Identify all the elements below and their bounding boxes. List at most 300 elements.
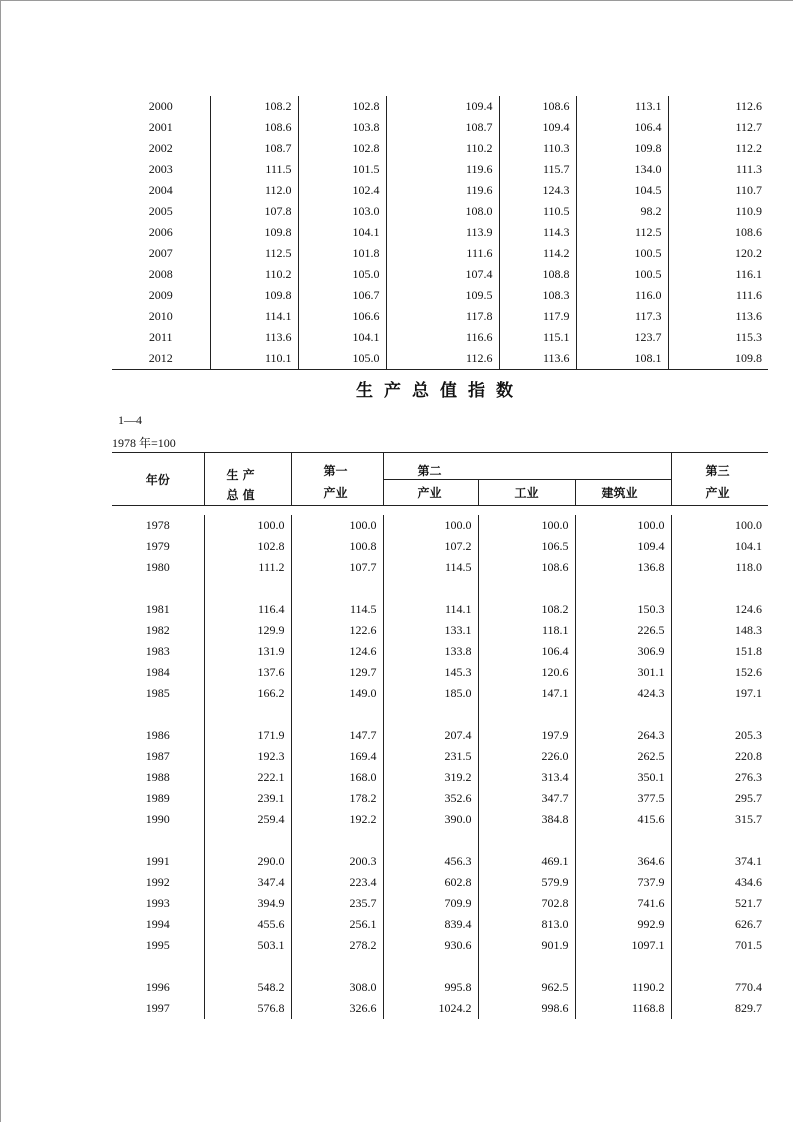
table-row <box>112 620 768 641</box>
value-cell: 106.5 <box>478 536 575 557</box>
table-row <box>112 201 768 222</box>
spacer-cell <box>112 704 204 725</box>
table-row <box>112 536 768 557</box>
value-cell: 112.7 <box>668 117 768 138</box>
value-cell: 100.5 <box>576 264 668 285</box>
value-cell: 119.6 <box>386 180 499 201</box>
value-cell: 106.6 <box>298 306 386 327</box>
value-cell: 222.1 <box>204 767 291 788</box>
continued-index-table <box>112 96 768 370</box>
value-cell: 579.9 <box>478 872 575 893</box>
header-tertiary-line1: 第三 <box>671 453 768 480</box>
value-cell: 133.8 <box>383 641 478 662</box>
year-cell: 2011 <box>148 330 173 344</box>
spacer-cell <box>383 830 478 851</box>
value-cell: 114.1 <box>383 599 478 620</box>
value-cell: 104.5 <box>576 180 668 201</box>
table-row <box>112 914 768 935</box>
value-cell: 108.6 <box>668 222 768 243</box>
value-cell: 319.2 <box>383 767 478 788</box>
value-cell: 995.8 <box>383 977 478 998</box>
header-primary-line2: 产业 <box>291 479 383 506</box>
value-cell: 106.7 <box>298 285 386 306</box>
value-cell: 455.6 <box>204 914 291 935</box>
value-cell: 102.4 <box>298 180 386 201</box>
value-cell: 168.0 <box>291 767 383 788</box>
year-cell: 2004 <box>148 183 173 197</box>
value-cell: 626.7 <box>671 914 768 935</box>
year-cell: 1978 <box>145 518 170 532</box>
value-cell: 108.8 <box>499 264 576 285</box>
table-row <box>112 180 768 201</box>
year-cell: 2006 <box>148 225 173 239</box>
year-cell: 2001 <box>148 120 173 134</box>
value-cell: 220.8 <box>671 746 768 767</box>
value-cell: 262.5 <box>575 746 671 767</box>
value-cell: 114.5 <box>383 557 478 578</box>
header-secondary-line1: 第二 <box>383 453 671 480</box>
value-cell: 124.6 <box>291 641 383 662</box>
value-cell: 166.2 <box>204 683 291 704</box>
spacer-cell <box>383 704 478 725</box>
value-cell: 109.8 <box>210 285 298 306</box>
value-cell: 424.3 <box>575 683 671 704</box>
value-cell: 469.1 <box>478 851 575 872</box>
value-cell: 315.7 <box>671 809 768 830</box>
value-cell: 115.1 <box>499 327 576 348</box>
spacer-cell <box>478 704 575 725</box>
value-cell: 111.6 <box>668 285 768 306</box>
year-cell: 1996 <box>145 980 170 994</box>
value-cell: 930.6 <box>383 935 478 956</box>
table-row <box>112 222 768 243</box>
value-cell: 104.1 <box>671 536 768 557</box>
value-cell: 114.3 <box>499 222 576 243</box>
value-cell: 290.0 <box>204 851 291 872</box>
value-cell: 111.3 <box>668 159 768 180</box>
spacer-cell <box>575 830 671 851</box>
value-cell: 178.2 <box>291 788 383 809</box>
table-row <box>112 746 768 767</box>
value-cell: 364.6 <box>575 851 671 872</box>
value-cell: 901.9 <box>478 935 575 956</box>
value-cell: 109.8 <box>668 348 768 370</box>
value-cell: 108.7 <box>386 117 499 138</box>
value-cell: 137.6 <box>204 662 291 683</box>
table-row <box>112 348 768 370</box>
value-cell: 129.9 <box>204 620 291 641</box>
value-cell: 197.9 <box>478 725 575 746</box>
value-cell: 192.3 <box>204 746 291 767</box>
table-row <box>112 557 768 578</box>
value-cell: 100.0 <box>671 515 768 536</box>
value-cell: 116.6 <box>386 327 499 348</box>
table-row <box>112 96 768 117</box>
value-cell: 306.9 <box>575 641 671 662</box>
value-cell: 992.9 <box>575 914 671 935</box>
year-cell: 1981 <box>145 602 170 616</box>
spacer-cell <box>671 578 768 599</box>
value-cell: 205.3 <box>671 725 768 746</box>
value-cell: 106.4 <box>478 641 575 662</box>
year-cell: 1993 <box>145 896 170 910</box>
value-cell: 223.4 <box>291 872 383 893</box>
year-cell: 1988 <box>145 770 170 784</box>
spacer-cell <box>112 578 204 599</box>
spacer-cell <box>204 830 291 851</box>
value-cell: 108.0 <box>386 201 499 222</box>
value-cell: 147.7 <box>291 725 383 746</box>
value-cell: 521.7 <box>671 893 768 914</box>
year-cell: 1986 <box>145 728 170 742</box>
value-cell: 702.8 <box>478 893 575 914</box>
spacer-cell <box>383 956 478 977</box>
value-cell: 104.1 <box>298 327 386 348</box>
year-cell: 2002 <box>148 141 173 155</box>
value-cell: 113.6 <box>668 306 768 327</box>
value-cell: 110.2 <box>386 138 499 159</box>
spacer-cell <box>575 956 671 977</box>
value-cell: 112.6 <box>386 348 499 370</box>
year-cell: 2008 <box>148 267 173 281</box>
value-cell: 278.2 <box>291 935 383 956</box>
value-cell: 264.3 <box>575 725 671 746</box>
value-cell: 111.2 <box>204 557 291 578</box>
table-row <box>112 767 768 788</box>
value-cell: 123.7 <box>576 327 668 348</box>
value-cell: 117.9 <box>499 306 576 327</box>
value-cell: 112.5 <box>576 222 668 243</box>
year-cell: 1987 <box>145 749 170 763</box>
header-construction: 建筑业 <box>575 479 671 506</box>
value-cell: 1024.2 <box>383 998 478 1019</box>
value-cell: 98.2 <box>576 201 668 222</box>
value-cell: 108.2 <box>210 96 298 117</box>
year-cell: 2010 <box>148 309 173 323</box>
spacer-cell <box>112 956 204 977</box>
year-cell: 2000 <box>148 99 173 113</box>
year-cell: 1990 <box>145 812 170 826</box>
value-cell: 226.0 <box>478 746 575 767</box>
value-cell: 1097.1 <box>575 935 671 956</box>
value-cell: 105.0 <box>298 264 386 285</box>
value-cell: 352.6 <box>383 788 478 809</box>
year-cell: 1983 <box>145 644 170 658</box>
value-cell: 114.5 <box>291 599 383 620</box>
value-cell: 169.4 <box>291 746 383 767</box>
value-cell: 1190.2 <box>575 977 671 998</box>
spacer-row <box>112 830 768 851</box>
year-cell: 1991 <box>145 854 170 868</box>
value-cell: 116.4 <box>204 599 291 620</box>
table-title: 生产总值指数 <box>356 381 524 401</box>
value-cell: 113.1 <box>576 96 668 117</box>
value-cell: 152.6 <box>671 662 768 683</box>
value-cell: 377.5 <box>575 788 671 809</box>
spacer-cell <box>204 578 291 599</box>
value-cell: 110.9 <box>668 201 768 222</box>
value-cell: 148.3 <box>671 620 768 641</box>
value-cell: 124.3 <box>499 180 576 201</box>
table-row <box>112 788 768 809</box>
spacer-cell <box>291 956 383 977</box>
value-cell: 151.8 <box>671 641 768 662</box>
header-secondary-line2: 产业 <box>383 479 478 506</box>
value-cell: 456.3 <box>383 851 478 872</box>
value-cell: 770.4 <box>671 977 768 998</box>
value-cell: 150.3 <box>575 599 671 620</box>
value-cell: 110.7 <box>668 180 768 201</box>
value-cell: 109.4 <box>499 117 576 138</box>
value-cell: 109.4 <box>386 96 499 117</box>
value-cell: 197.1 <box>671 683 768 704</box>
value-cell: 108.6 <box>210 117 298 138</box>
header-primary-line1: 第一 <box>291 453 383 480</box>
value-cell: 192.2 <box>291 809 383 830</box>
value-cell: 295.7 <box>671 788 768 809</box>
value-cell: 347.4 <box>204 872 291 893</box>
spacer-cell <box>575 578 671 599</box>
table-row <box>112 977 768 998</box>
value-cell: 129.7 <box>291 662 383 683</box>
value-cell: 110.1 <box>210 348 298 370</box>
value-cell: 308.0 <box>291 977 383 998</box>
year-cell: 1982 <box>145 623 170 637</box>
value-cell: 116.1 <box>668 264 768 285</box>
year-cell: 1984 <box>145 665 170 679</box>
value-cell: 998.6 <box>478 998 575 1019</box>
value-cell: 110.5 <box>499 201 576 222</box>
value-cell: 102.8 <box>298 138 386 159</box>
value-cell: 239.1 <box>204 788 291 809</box>
year-cell: 2005 <box>148 204 173 218</box>
value-cell: 347.7 <box>478 788 575 809</box>
value-cell: 602.8 <box>383 872 478 893</box>
value-cell: 394.9 <box>204 893 291 914</box>
year-cell: 2012 <box>148 351 173 365</box>
value-cell: 107.8 <box>210 201 298 222</box>
spacer-cell <box>478 956 575 977</box>
year-cell: 1985 <box>145 686 170 700</box>
value-cell: 117.8 <box>386 306 499 327</box>
value-cell: 109.4 <box>575 536 671 557</box>
value-cell: 119.6 <box>386 159 499 180</box>
table-row <box>112 264 768 285</box>
spacer-cell <box>204 956 291 977</box>
year-cell: 1979 <box>145 539 170 553</box>
table-row <box>112 306 768 327</box>
gdp-index-table <box>112 515 768 1019</box>
year-cell: 2003 <box>148 162 173 176</box>
value-cell: 256.1 <box>291 914 383 935</box>
spacer-cell <box>478 830 575 851</box>
value-cell: 100.0 <box>478 515 575 536</box>
value-cell: 108.6 <box>499 96 576 117</box>
header-gdp-line1: 生 产 <box>226 468 255 482</box>
value-cell: 374.1 <box>671 851 768 872</box>
table-row <box>112 809 768 830</box>
value-cell: 102.8 <box>204 536 291 557</box>
value-cell: 709.9 <box>383 893 478 914</box>
value-cell: 108.6 <box>478 557 575 578</box>
table-row <box>112 893 768 914</box>
value-cell: 103.0 <box>298 201 386 222</box>
value-cell: 737.9 <box>575 872 671 893</box>
spacer-cell <box>671 830 768 851</box>
year-cell: 2009 <box>148 288 173 302</box>
value-cell: 110.3 <box>499 138 576 159</box>
value-cell: 115.3 <box>668 327 768 348</box>
table-row <box>112 662 768 683</box>
value-cell: 118.0 <box>671 557 768 578</box>
value-cell: 100.0 <box>383 515 478 536</box>
value-cell: 207.4 <box>383 725 478 746</box>
value-cell: 226.5 <box>575 620 671 641</box>
value-cell: 147.1 <box>478 683 575 704</box>
value-cell: 109.8 <box>576 138 668 159</box>
table-row <box>112 285 768 306</box>
value-cell: 576.8 <box>204 998 291 1019</box>
value-cell: 185.0 <box>383 683 478 704</box>
value-cell: 113.9 <box>386 222 499 243</box>
spacer-row <box>112 704 768 725</box>
value-cell: 113.6 <box>210 327 298 348</box>
table-row <box>112 138 768 159</box>
value-cell: 1168.8 <box>575 998 671 1019</box>
year-cell: 1994 <box>145 917 170 931</box>
value-cell: 115.7 <box>499 159 576 180</box>
value-cell: 120.6 <box>478 662 575 683</box>
spacer-cell <box>291 704 383 725</box>
value-cell: 415.6 <box>575 809 671 830</box>
value-cell: 118.1 <box>478 620 575 641</box>
value-cell: 109.8 <box>210 222 298 243</box>
value-cell: 108.2 <box>478 599 575 620</box>
table-header <box>112 452 768 506</box>
year-cell: 1997 <box>145 1001 170 1015</box>
value-cell: 102.8 <box>298 96 386 117</box>
value-cell: 103.8 <box>298 117 386 138</box>
value-cell: 741.6 <box>575 893 671 914</box>
value-cell: 110.2 <box>210 264 298 285</box>
spacer-cell <box>671 704 768 725</box>
value-cell: 326.6 <box>291 998 383 1019</box>
value-cell: 434.6 <box>671 872 768 893</box>
year-cell: 1992 <box>145 875 170 889</box>
header-gdp <box>204 453 291 506</box>
value-cell: 117.3 <box>576 306 668 327</box>
table-row <box>112 851 768 872</box>
value-cell: 122.6 <box>291 620 383 641</box>
value-cell: 350.1 <box>575 767 671 788</box>
page-left-border <box>0 0 1 1122</box>
value-cell: 107.4 <box>386 264 499 285</box>
table-row <box>112 641 768 662</box>
spacer-cell <box>291 830 383 851</box>
value-cell: 313.4 <box>478 767 575 788</box>
table-row <box>112 117 768 138</box>
table-row <box>112 243 768 264</box>
value-cell: 839.4 <box>383 914 478 935</box>
table-row <box>112 159 768 180</box>
page-top-border <box>0 0 793 1</box>
value-cell: 101.8 <box>298 243 386 264</box>
spacer-cell <box>478 578 575 599</box>
value-cell: 701.5 <box>671 935 768 956</box>
table-row <box>112 683 768 704</box>
value-cell: 105.0 <box>298 348 386 370</box>
header-industry: 工业 <box>478 479 575 506</box>
spacer-cell <box>575 704 671 725</box>
value-cell: 171.9 <box>204 725 291 746</box>
value-cell: 100.0 <box>575 515 671 536</box>
value-cell: 100.5 <box>576 243 668 264</box>
value-cell: 116.0 <box>576 285 668 306</box>
spacer-cell <box>383 578 478 599</box>
value-cell: 112.6 <box>668 96 768 117</box>
table-row <box>112 599 768 620</box>
value-cell: 133.1 <box>383 620 478 641</box>
value-cell: 276.3 <box>671 767 768 788</box>
year-cell: 2007 <box>148 246 173 260</box>
value-cell: 829.7 <box>671 998 768 1019</box>
year-cell: 1980 <box>145 560 170 574</box>
year-cell: 1995 <box>145 938 170 952</box>
value-cell: 390.0 <box>383 809 478 830</box>
table-row <box>112 327 768 348</box>
value-cell: 120.2 <box>668 243 768 264</box>
spacer-cell <box>671 956 768 977</box>
value-cell: 134.0 <box>576 159 668 180</box>
value-cell: 813.0 <box>478 914 575 935</box>
value-cell: 114.1 <box>210 306 298 327</box>
value-cell: 106.4 <box>576 117 668 138</box>
value-cell: 108.7 <box>210 138 298 159</box>
value-cell: 112.0 <box>210 180 298 201</box>
value-cell: 100.8 <box>291 536 383 557</box>
value-cell: 111.5 <box>210 159 298 180</box>
header-year: 年份 <box>112 453 204 506</box>
table-row <box>112 872 768 893</box>
value-cell: 145.3 <box>383 662 478 683</box>
value-cell: 107.2 <box>383 536 478 557</box>
spacer-row <box>112 578 768 599</box>
value-cell: 301.1 <box>575 662 671 683</box>
table-row <box>112 725 768 746</box>
value-cell: 108.1 <box>576 348 668 370</box>
value-cell: 114.2 <box>499 243 576 264</box>
value-cell: 111.6 <box>386 243 499 264</box>
year-cell: 1989 <box>145 791 170 805</box>
value-cell: 108.3 <box>499 285 576 306</box>
value-cell: 112.2 <box>668 138 768 159</box>
value-cell: 124.6 <box>671 599 768 620</box>
spacer-cell <box>291 578 383 599</box>
value-cell: 235.7 <box>291 893 383 914</box>
value-cell: 131.9 <box>204 641 291 662</box>
value-cell: 113.6 <box>499 348 576 370</box>
base-year-note: 1978 年=100 <box>112 436 176 450</box>
table-row <box>112 998 768 1019</box>
value-cell: 962.5 <box>478 977 575 998</box>
spacer-cell <box>204 704 291 725</box>
value-cell: 100.0 <box>291 515 383 536</box>
value-cell: 503.1 <box>204 935 291 956</box>
table-number: 1—4 <box>118 413 142 427</box>
value-cell: 104.1 <box>298 222 386 243</box>
value-cell: 200.3 <box>291 851 383 872</box>
value-cell: 149.0 <box>291 683 383 704</box>
